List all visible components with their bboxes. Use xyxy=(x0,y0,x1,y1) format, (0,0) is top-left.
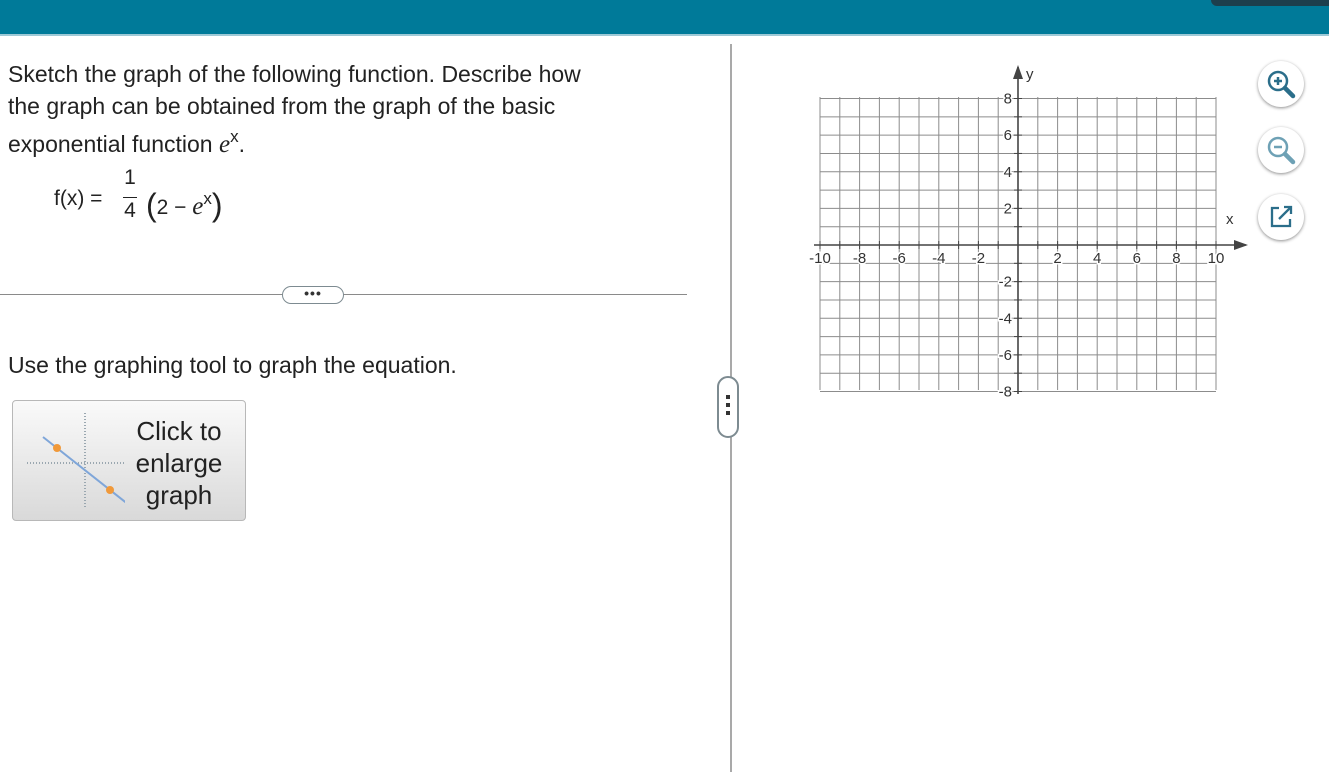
formula-e: e xyxy=(192,193,204,220)
formula-exponent: x xyxy=(203,189,212,208)
y-tick-label: 4 xyxy=(1003,163,1012,181)
y-tick-label: -8 xyxy=(998,383,1012,401)
x-tick-label: 6 xyxy=(1132,250,1141,267)
base-e: e xyxy=(219,131,231,158)
fraction-denominator: 4 xyxy=(124,199,136,222)
graph-thumbnail-icon xyxy=(25,411,125,511)
y-tick-label: -2 xyxy=(998,273,1012,291)
splitter-handle[interactable] xyxy=(717,376,739,438)
enlarge-label-line-2: enlarge xyxy=(135,448,223,478)
enlarge-graph-button[interactable] xyxy=(12,400,246,521)
x-tick-label: -8 xyxy=(852,250,867,267)
header-underline xyxy=(0,34,1329,36)
question-period: . xyxy=(238,131,245,157)
x-tick-label: 4 xyxy=(1093,250,1102,267)
x-axis-arrow xyxy=(1234,240,1248,250)
zoom-out-button[interactable] xyxy=(1258,127,1304,173)
y-tick-label: 8 xyxy=(1003,90,1012,108)
question-line-2: the graph can be obtained from the graph of the basic xyxy=(8,93,556,119)
x-tick-label: 2 xyxy=(1053,250,1062,267)
y-axis-label: y xyxy=(1026,66,1034,83)
x-tick-label: -10 xyxy=(809,250,831,267)
question-line-3 xyxy=(8,128,688,163)
x-tick-label: -6 xyxy=(892,250,906,267)
popout-button[interactable] xyxy=(1258,194,1304,240)
fraction-bar xyxy=(123,197,137,198)
question-text xyxy=(8,58,688,163)
y-tick-label: -4 xyxy=(998,310,1012,328)
x-tick-label: -4 xyxy=(932,250,946,267)
y-tick-label: 2 xyxy=(1003,200,1012,218)
y-tick-label: -6 xyxy=(998,346,1012,364)
splitter-grip-icon xyxy=(726,395,730,419)
popout-icon xyxy=(1258,194,1304,240)
enlarge-label-line-1: Click to xyxy=(136,416,222,446)
zoom-out-icon xyxy=(1258,127,1304,173)
top-header-bar xyxy=(0,0,1329,34)
enlarge-label-line-3: graph xyxy=(145,480,213,510)
fraction-numerator: 1 xyxy=(124,166,136,189)
x-tick-label: 10 xyxy=(1207,250,1225,267)
coordinate-graph[interactable] xyxy=(796,58,1256,408)
question-line-3-text: exponential function xyxy=(8,131,219,157)
question-line-1: Sketch the graph of the following function. Describe how xyxy=(8,61,581,87)
formula-rhs xyxy=(146,185,223,222)
x-tick-label: 8 xyxy=(1172,250,1181,267)
formula-lhs: f(x) = xyxy=(54,187,103,210)
exponent-x: x xyxy=(230,127,239,146)
y-tick-label: 6 xyxy=(1003,127,1012,145)
x-axis-label: x xyxy=(1226,211,1234,228)
open-paren: ( xyxy=(146,187,157,223)
enlarge-graph-label xyxy=(117,415,241,511)
close-paren: ) xyxy=(211,187,223,223)
x-tick-label: -2 xyxy=(971,250,986,267)
zoom-in-button[interactable] xyxy=(1258,61,1304,107)
two-minus: 2 − xyxy=(156,196,193,219)
instruction-text: Use the graphing tool to graph the equation. xyxy=(8,352,457,378)
header-tab[interactable] xyxy=(1211,0,1329,6)
show-more-button[interactable]: ••• xyxy=(282,286,344,304)
y-axis-arrow xyxy=(1013,65,1023,79)
zoom-in-icon xyxy=(1258,61,1304,107)
